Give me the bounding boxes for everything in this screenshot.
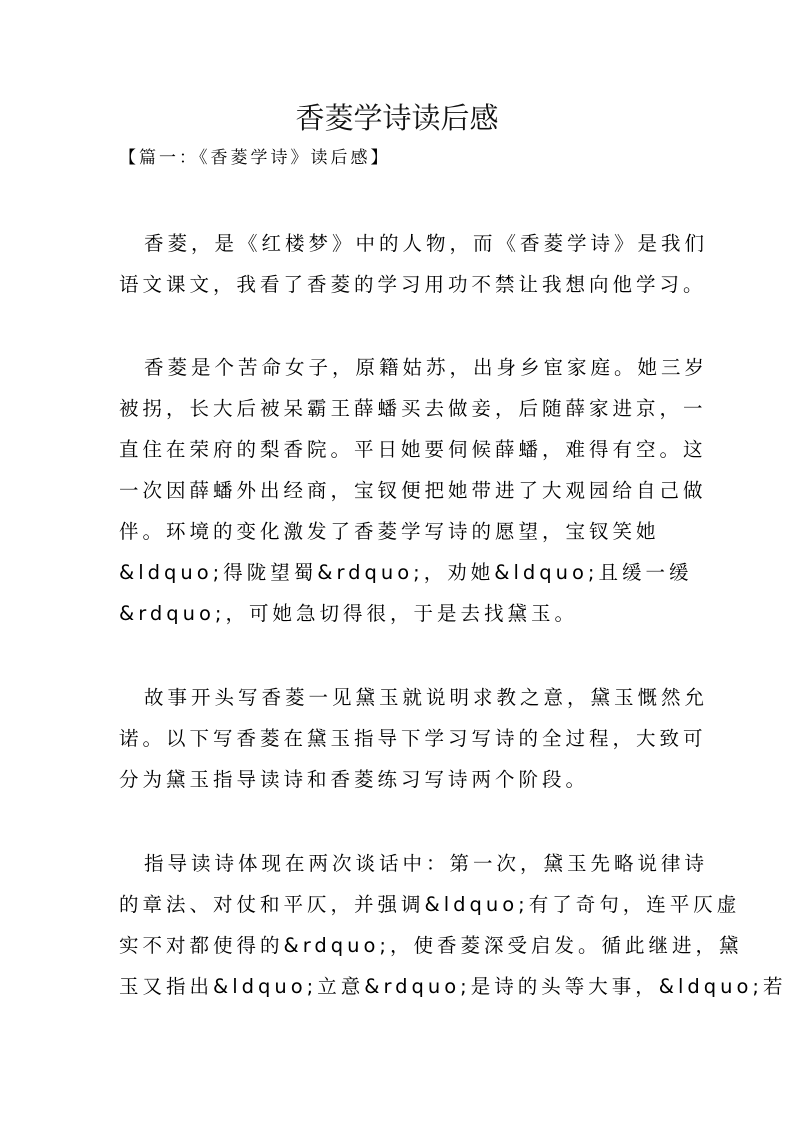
paragraph-line: 香菱，是《红楼梦》中的人物，而《香菱学诗》是我们 <box>144 232 709 255</box>
paragraph-1 <box>119 223 709 305</box>
paragraph-line: 直住在荣府的梨香院。平日她要伺候薛蟠，难得有空。这 <box>119 438 707 461</box>
paragraph-line: 玉又指出&ldquo;立意&rdquo;是诗的头等大事，&ldquo;若 <box>119 975 787 998</box>
paragraph-line: 诺。以下写香菱在黛玉指导下学习写诗的全过程，大致可 <box>119 727 707 750</box>
paragraph-line: 伴。环境的变化激发了香菱学写诗的愿望，宝钗笑她 <box>119 520 660 543</box>
paragraph-line: 语文课文，我看了香菱的学习用功不禁让我想向他学习。 <box>119 273 707 296</box>
paragraph-line: &rdquo;，可她急切得很，于是去找黛玉。 <box>119 602 578 625</box>
paragraph-line: &ldquo;得陇望蜀&rdquo;，劝她&ldquo;且缓一缓 <box>119 561 693 584</box>
paragraph-line: 一次因薛蟠外出经商，宝钗便把她带进了大观园给自己做 <box>119 479 707 502</box>
document-title: 香菱学诗读后感 <box>295 101 499 135</box>
paragraph-line: 指导读诗体现在两次谈话中：第一次，黛玉先略说律诗 <box>144 852 709 875</box>
paragraph-2 <box>119 347 709 634</box>
paragraph-3 <box>119 677 709 800</box>
paragraph-line: 实不对都使得的&rdquo;，使香菱深受启发。循此继进，黛 <box>119 934 743 957</box>
paragraph-line: 分为黛玉指导读诗和香菱练习写诗两个阶段。 <box>119 768 590 791</box>
paragraph-line: 香菱是个苦命女子，原籍姑苏，出身乡宦家庭。她三岁 <box>144 356 709 379</box>
paragraph-line: 的章法、对仗和平仄，并强调&ldquo;有了奇句，连平仄虚 <box>119 893 741 916</box>
paragraph-line: 故事开头写香菱一见黛玉就说明求教之意，黛玉慨然允 <box>144 686 709 709</box>
section-heading: 【篇一：《香菱学诗》读后感】 <box>119 148 391 168</box>
paragraph-line: 被拐，长大后被呆霸王薛蟠买去做妾，后随薛家进京，一 <box>119 397 707 420</box>
paragraph-4 <box>119 843 787 1007</box>
